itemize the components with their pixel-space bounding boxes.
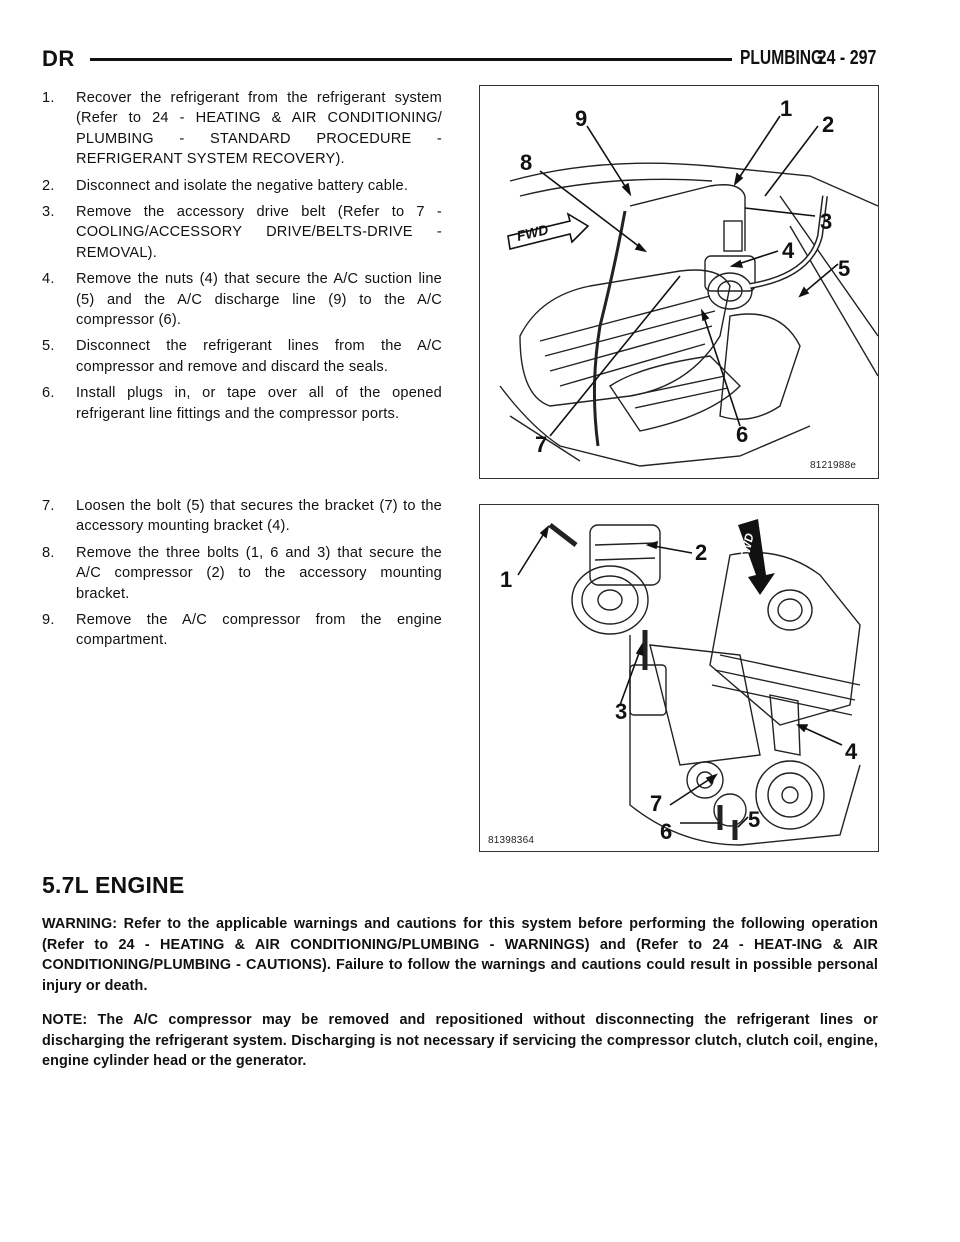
figure-ac-lines <box>479 85 879 479</box>
callout-label: 3 <box>820 209 833 234</box>
callout-label: 5 <box>838 256 851 281</box>
callout-label: 4 <box>845 739 858 764</box>
procedure-steps-b <box>42 496 442 657</box>
step-item: 7. Loosen the bolt (5) that secures the bracket (7) to the accessory mounting bracket (4). <box>42 498 442 535</box>
model-code: DR <box>42 46 75 71</box>
note-text: NOTE: The A/C compressor may be removed and repositioned without disconnecting the refrigerant lines or discharging the refrigerant system. Discharging is not necessary if servicing the compressor clutch, clutch coil, engine, engine cylinder head or the generator. <box>42 1012 878 1070</box>
callout-label: 6 <box>660 819 673 844</box>
step-item: 3. Remove the accessory drive belt (Refer to 7 - COOLING/ACCESSORY DRIVE/BELTS-DRIVE - REMOVAL). <box>42 204 442 261</box>
step-item: 4. Remove the nuts (4) that secure the A/C suction line (5) and the A/C discharge line (9) to the A/C compressor (6). <box>42 271 442 329</box>
engine-illustration-1 <box>480 86 878 478</box>
figure-code: 81398364 <box>488 835 535 846</box>
step-item: 5. Disconnect the refrigerant lines from the A/C compressor and remove and discard the seals. <box>42 338 442 375</box>
fwd-arrow-1 <box>508 214 588 249</box>
callout-label: 9 <box>575 106 588 131</box>
section-title: 5.7L ENGINE <box>42 872 185 898</box>
callout-label: 1 <box>780 96 793 121</box>
callout-label: 1 <box>500 567 513 592</box>
figure-code: 8121988e <box>810 460 857 471</box>
callout-label: 2 <box>822 112 835 137</box>
page-header <box>42 44 878 76</box>
warning-text: WARNING: Refer to the applicable warnings and cautions for this system before performing the following operation (Refer to 24 - HEATING & AIR CONDITIONING/PLUMBING - WARNINGS) and (Refer to 24 - HEAT-ING & AIR CONDITIONING/PLUMBING - CAUTIONS). Failure to follow the warnings and cautions could result in possible personal injury or death. <box>42 916 878 994</box>
callout-label: 5 <box>748 807 761 832</box>
header-rule <box>90 58 732 61</box>
callout-label: 7 <box>650 791 663 816</box>
page-number: 24 - 297 <box>817 47 876 69</box>
step-item: 2. Disconnect and isolate the negative battery cable. <box>42 177 409 194</box>
svg-text:FWD: FWD <box>737 531 757 562</box>
callout-label: 3 <box>615 699 628 724</box>
fwd-arrow-2 <box>737 519 775 595</box>
callout-label: 4 <box>782 238 795 263</box>
callout-label: 6 <box>736 422 749 447</box>
callout-label: 7 <box>535 432 548 457</box>
figure-compressor-mount <box>479 504 879 852</box>
step-item: 1. Recover the refrigerant from the refrigerant system (Refer to 24 - HEATING & AIR CONDITIONING/ PLUMBING - STANDARD PROCEDURE - REFRIGERANT SYSTEM RECOVERY). <box>42 90 442 168</box>
step-item: 9. Remove the A/C compressor from the engine compartment. <box>42 612 442 649</box>
callout-label: 8 <box>520 150 533 175</box>
step-item: 6. Install plugs in, or tape over all of the opened refrigerant line fittings and the compressor ports. <box>42 385 442 422</box>
callout-label: 2 <box>695 540 708 565</box>
step-item: 8. Remove the three bolts (1, 6 and 3) that secure the A/C compressor (2) to the accessory mounting bracket. <box>42 544 442 602</box>
section-name: PLUMBING <box>740 47 824 69</box>
procedure-steps-a <box>42 88 442 430</box>
engine-illustration-2 <box>480 505 878 851</box>
svg-text:FWD: FWD <box>515 221 550 244</box>
